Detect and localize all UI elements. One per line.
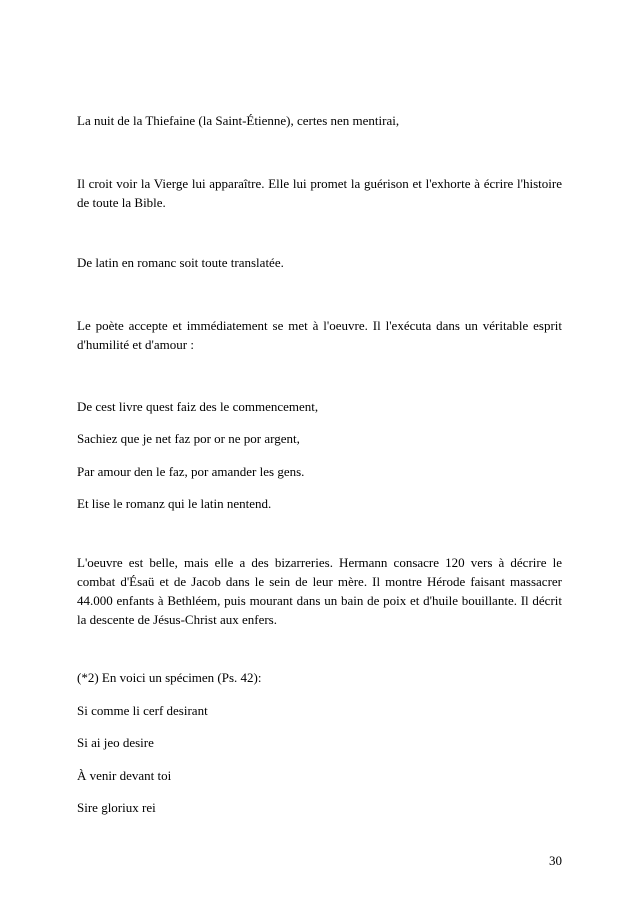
paragraph: Il croit voir la Vierge lui apparaître. Elle lui promet la guérison et l'exhorte à écrire l'histoire de toute la Bible. [77,176,562,210]
verse-line: Sachiez que je net faz por or ne por argent, [77,431,300,446]
verse-line: La nuit de la Thiefaine (la Saint-Étienne), certes nen mentirai, [77,113,400,128]
verse-line: Sire gloriux rei [77,800,156,815]
verse-line: De latin en romanc soit toute translatée. [77,255,284,270]
verse-line: Par amour den le faz, por amander les gens. [77,464,305,479]
paragraph: L'oeuvre est belle, mais elle a des bizarreries. Hermann consacre 120 vers à décrire le combat d'Ésaü et de Jacob dans le sein de leur mère. Il montre Hérode faisant massacrer 44.000 enfants à Bethléem, puis mourant dans un bain de poix et d'huile bouillante. Il décrit la descente de Jésus-Christ aux enfers. [77,555,562,627]
verse-line: Si ai jeo desire [77,735,154,750]
paragraph: Le poète accepte et immédiatement se met à l'oeuvre. Il l'exécuta dans un véritable esprit d'humilité et d'amour : [77,318,562,352]
page-number: 30 [549,853,562,868]
verse-line: Et lise le romanz qui le latin nentend. [77,496,272,511]
footnote-line: (*2) En voici un spécimen (Ps. 42): [77,670,262,685]
verse-line: Si comme li cerf desirant [77,703,208,718]
verse-line: À venir devant toi [77,768,172,783]
verse-line: De cest livre quest faiz des le commencement, [77,399,319,414]
